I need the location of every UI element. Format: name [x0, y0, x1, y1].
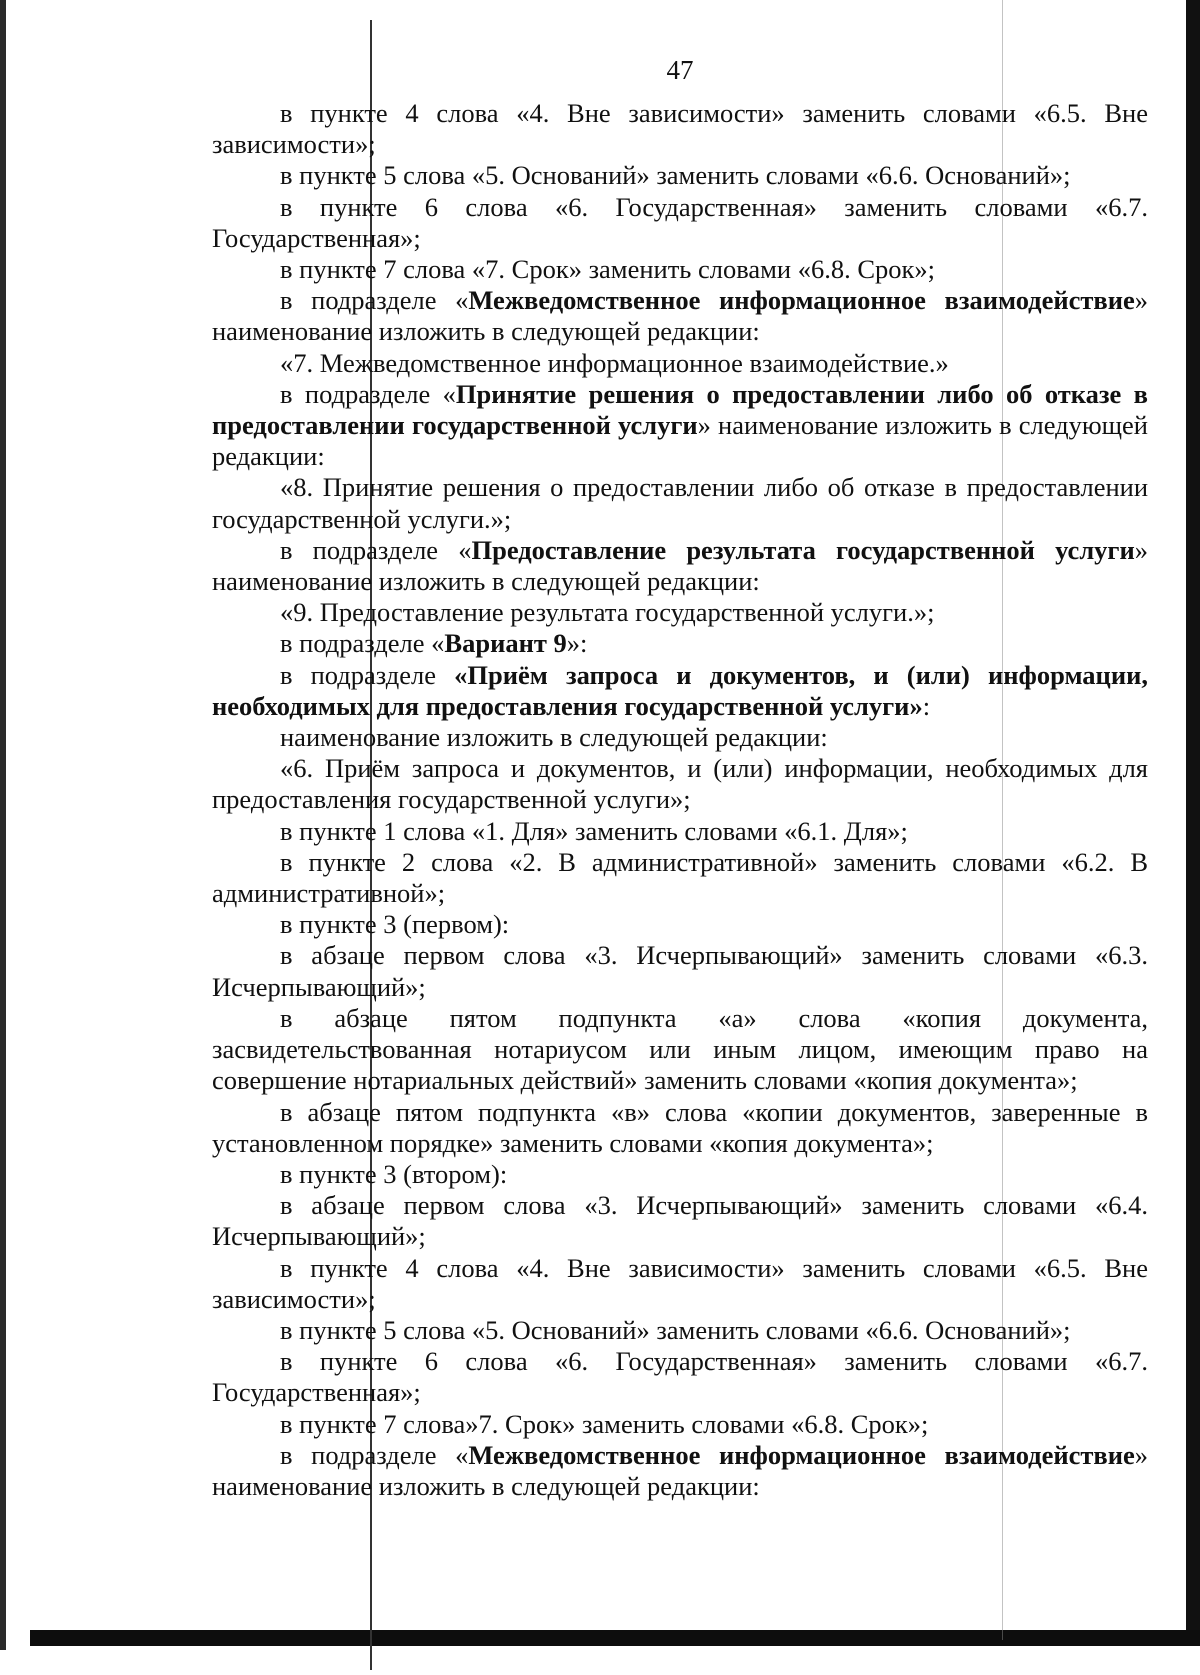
text-run: в пункте 1 слова «1. Для» заменить словами «6.1. Для»;: [280, 815, 908, 846]
text-run: » наименование изложить в следующей редакции:: [212, 534, 1148, 597]
paragraph: [212, 660, 1148, 722]
text-run: «8. Принятие решения о предоставлении либо об отказе в предоставлении государственной услуги.»;: [212, 472, 1148, 534]
text-run: «9. Предоставление результата государственной услуги.»;: [280, 597, 935, 628]
document-page: [212, 50, 1148, 1502]
paragraph: [212, 1003, 1148, 1097]
text-run: в пункте 6 слова «6. Государственная» заменить словами «6.7. Государственная»;: [212, 191, 1148, 253]
text-run: в пункте 5 слова «5. Оснований» заменить словами «6.6. Оснований»;: [280, 160, 1071, 191]
text-run: » наименование изложить в следующей редакции:: [212, 1439, 1148, 1501]
text-run: наименование изложить в следующей редакции:: [280, 722, 828, 753]
paragraph: [212, 1097, 1148, 1159]
text-run: в пункте 4 слова «4. Вне зависимости» заменить словами «6.5. Вне зависимости»;: [212, 1252, 1148, 1314]
paragraph: [212, 1346, 1148, 1408]
text-run: в подразделе «: [280, 628, 445, 659]
text-run: в пункте 6 слова «6. Государственная» заменить словами «6.7. Государственная»;: [212, 1346, 1148, 1408]
paragraph: [212, 98, 1148, 160]
paragraph: [212, 472, 1148, 534]
paragraph: [212, 254, 1148, 285]
text-run: в пункте 5 слова «5. Оснований» заменить словами «6.6. Оснований»;: [280, 1314, 1071, 1345]
paragraph: [212, 1409, 1148, 1440]
text-run: в пункте 3 (втором):: [280, 1158, 508, 1189]
text-run: в подразделе «: [280, 285, 469, 316]
paragraph: [212, 1190, 1148, 1252]
paragraph: [212, 285, 1148, 347]
paragraph: [212, 628, 1148, 659]
bold-text: Принятие решения о предоставлении либо об отказе в предоставлении государственной услуги: [212, 378, 1148, 441]
paragraph: [212, 847, 1148, 909]
paragraph: [212, 909, 1148, 940]
paragraph: [212, 597, 1148, 628]
text-run: в подразделе «: [280, 534, 472, 565]
paragraph: [212, 160, 1148, 191]
text-run: в пункте 4 слова «4. Вне зависимости» заменить словами «6.5. Вне зависимости»;: [212, 98, 1148, 160]
paragraph: [212, 1315, 1148, 1346]
text-run: в пункте 7 слова»7. Срок» заменить словами «6.8. Срок»;: [280, 1408, 929, 1439]
bold-text: «Приём запроса и документов, и (или) информации, необходимых для предоставления государственной услуги»: [212, 659, 1148, 721]
text-run: в пункте 7 слова «7. Срок» заменить словами «6.8. Срок»;: [280, 254, 936, 285]
text-run: «6. Приём запроса и документов, и (или) информации, необходимых для предоставления государственной услуги»;: [212, 753, 1148, 815]
text-run: в подразделе: [280, 659, 455, 690]
bold-text: Межведомственное информационное взаимодействие: [468, 285, 1135, 316]
text-run: в абзаце пятом подпункта «в» слова «копии документов, заверенные в установленном порядке» заменить словами «копия документа»;: [212, 1096, 1148, 1158]
text-run: в подразделе «: [280, 378, 456, 409]
paragraph: [212, 535, 1148, 597]
text-run: в абзаце пятом подпункта «а» слова «копия документа, засвидетельствованная нотариусом или иным лицом, имеющим право на совершение нотариальных действий» заменить словами «копия документа»;: [212, 1002, 1148, 1096]
text-run: в абзаце первом слова «3. Исчерпывающий» заменить словами «6.3. Исчерпывающий»;: [212, 940, 1148, 1002]
paragraph: [212, 753, 1148, 815]
text-run: » наименование изложить в следующей редакции:: [212, 410, 1148, 472]
paragraph: [212, 816, 1148, 847]
text-run: в пункте 3 (первом):: [280, 909, 510, 940]
paragraph: [212, 1159, 1148, 1190]
paragraph: [212, 940, 1148, 1002]
page-number: 47: [666, 55, 694, 85]
paragraph: [212, 1253, 1148, 1315]
paragraph: [212, 379, 1148, 473]
bold-text: Межведомственное информационное взаимодействие: [468, 1439, 1135, 1470]
scan-right-edge: [1186, 0, 1200, 1646]
paragraph: [212, 348, 1148, 379]
scan-left-edge: [0, 0, 6, 1650]
text-run: в пункте 2 слова «2. В административной» заменить словами «6.2. В административной»;: [212, 846, 1148, 909]
text-run: »:: [566, 628, 588, 659]
bold-text: Предоставление результата государственной услуги: [471, 534, 1135, 565]
bold-text: Вариант 9: [444, 628, 567, 659]
text-run: :: [922, 690, 931, 721]
paragraph: [212, 722, 1148, 753]
text-run: » наименование изложить в следующей редакции:: [212, 285, 1148, 347]
paragraph: [212, 1440, 1148, 1502]
document-body: [212, 98, 1148, 1502]
paragraph: [212, 192, 1148, 254]
scan-bottom-bar: [30, 1630, 1200, 1646]
text-run: в абзаце первом слова «3. Исчерпывающий» заменить словами «6.4. Исчерпывающий»;: [212, 1190, 1148, 1252]
text-run: «7. Межведомственное информационное взаимодействие.»: [280, 347, 949, 378]
text-run: в подразделе «: [280, 1439, 469, 1470]
